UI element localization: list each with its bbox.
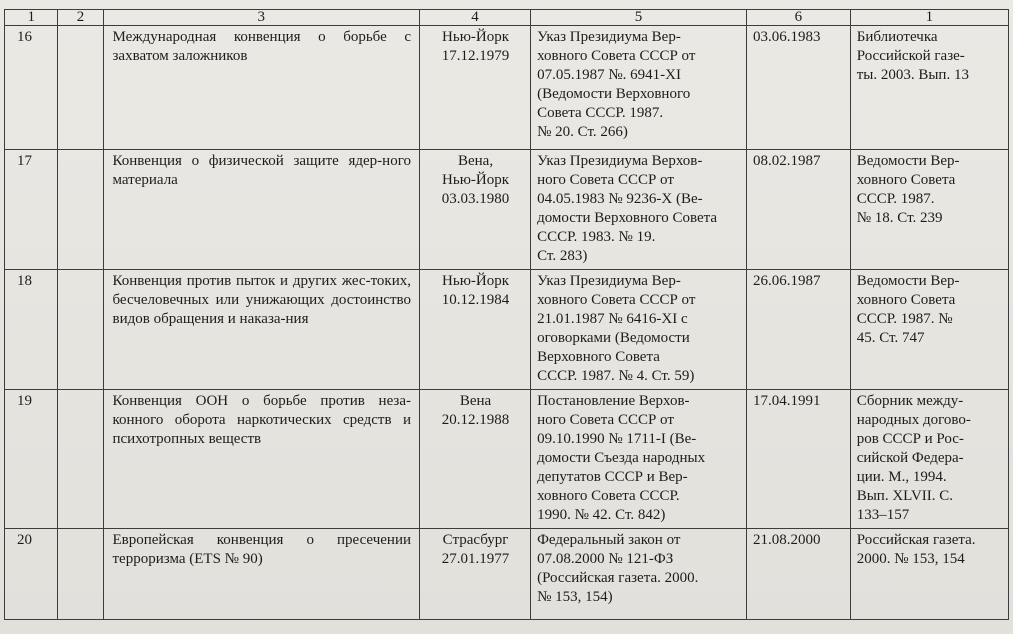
place-line: 03.03.1980: [441, 191, 510, 207]
source-line: сийской Федера-: [856, 450, 964, 466]
act-line: (Ведомости Верховного: [537, 86, 691, 102]
treaty-name: Международная конвенция о борьбе с захватом заложников: [103, 26, 420, 150]
act-line: 07.05.1987 №. 6941-XI: [537, 67, 681, 83]
empty-cell: [58, 270, 103, 390]
source-line: ты. 2003. Вып. 13: [856, 67, 969, 83]
empty-cell: [58, 529, 103, 620]
empty-cell: [58, 150, 103, 270]
act-line: 04.05.1983 № 9236-X (Ве-: [537, 191, 703, 207]
act-line: ного Совета СССР от: [537, 412, 674, 428]
treaty-name: Конвенция о физической защите ядер-ного материала: [103, 150, 420, 270]
signing-place-date: [420, 270, 531, 390]
header-cell: 1: [5, 10, 58, 26]
act-line: депутатов СССР и Вер-: [537, 469, 688, 485]
act-line: ховного Совета СССР от: [537, 48, 696, 64]
row-number: 17: [5, 150, 58, 270]
publication-source: [850, 390, 1008, 529]
act-line: ховного Совета СССР.: [537, 488, 680, 504]
place-line: Нью-Йорк: [442, 273, 510, 289]
act-line: Ст. 283): [537, 248, 588, 264]
act-line: Указ Президиума Вер-: [537, 29, 681, 45]
act-line: Указ Президиума Вер-: [537, 273, 681, 289]
entry-date: 03.06.1983: [746, 26, 850, 150]
table-row: [5, 390, 1009, 529]
source-line: № 18. Ст. 239: [856, 210, 943, 226]
publication-source: [850, 26, 1008, 150]
publication-source: [850, 270, 1008, 390]
entry-date: 26.06.1987: [746, 270, 850, 390]
row-number: 18: [5, 270, 58, 390]
act-line: Совета СССР. 1987.: [537, 105, 664, 121]
entry-date: 08.02.1987: [746, 150, 850, 270]
act-line: (Российская газета. 2000.: [537, 570, 699, 586]
treaty-name: Конвенция против пыток и других жес-токих, бесчеловечных или унижающих достоинство видов обращения и наказа-ния: [103, 270, 420, 390]
ratification-act: [531, 26, 747, 150]
treaty-name: Конвенция ООН о борьбе против неза-конного оборота наркотических средств и психотропных веществ: [103, 390, 420, 529]
act-line: № 153, 154): [537, 589, 613, 605]
header-cell: 1: [850, 10, 1008, 26]
act-line: 21.01.1987 № 6416-XI с: [537, 311, 688, 327]
ratification-act: [531, 150, 747, 270]
source-line: Библиотечка: [856, 29, 938, 45]
source-line: 133–157: [856, 507, 910, 523]
act-line: Постановление Верхов-: [537, 393, 690, 409]
table-row: [5, 26, 1009, 150]
place-line: Нью-Йорк: [442, 172, 510, 188]
source-line: СССР. 1987.: [856, 191, 935, 207]
header-cell: 2: [58, 10, 103, 26]
place-line: 20.12.1988: [441, 412, 510, 428]
source-line: Ведомости Вер-: [856, 153, 960, 169]
source-line: Вып. XLVII. С.: [856, 488, 954, 504]
ratification-act: [531, 529, 747, 620]
treaties-table: [4, 9, 1009, 620]
signing-place-date: [420, 150, 531, 270]
entry-date: 17.04.1991: [746, 390, 850, 529]
signing-place-date: [420, 390, 531, 529]
row-number: 16: [5, 26, 58, 150]
header-cell: 4: [420, 10, 531, 26]
act-line: 09.10.1990 № 1711-I (Ве-: [537, 431, 697, 447]
act-line: домости Съезда народных: [537, 450, 706, 466]
entry-date: 21.08.2000: [746, 529, 850, 620]
act-line: домости Верховного Совета: [537, 210, 718, 226]
source-line: народных догово-: [856, 412, 971, 428]
header-row: [5, 10, 1009, 26]
act-line: ного Совета СССР от: [537, 172, 674, 188]
place-line: Вена: [459, 393, 492, 409]
act-line: Указ Президиума Верхов-: [537, 153, 703, 169]
source-line: 45. Ст. 747: [856, 330, 925, 346]
act-line: ховного Совета СССР от: [537, 292, 696, 308]
act-line: 1990. № 42. Ст. 842): [537, 507, 666, 523]
source-line: 2000. № 153, 154: [856, 551, 965, 567]
signing-place-date: [420, 26, 531, 150]
source-line: ров СССР и Рос-: [856, 431, 964, 447]
table-row: [5, 150, 1009, 270]
publication-source: [850, 150, 1008, 270]
place-line: 17.12.1979: [441, 48, 510, 64]
place-line: Вена,: [457, 153, 494, 169]
ratification-act: [531, 270, 747, 390]
row-number: 19: [5, 390, 58, 529]
table-row: [5, 270, 1009, 390]
act-line: Верховного Совета: [537, 349, 660, 365]
treaty-name: Европейская конвенция о пресечении терроризма (ETS № 90): [103, 529, 420, 620]
act-line: 07.08.2000 № 121-ФЗ: [537, 551, 674, 567]
place-line: 10.12.1984: [441, 292, 510, 308]
act-line: оговорками (Ведомости: [537, 330, 690, 346]
place-line: Страсбург: [442, 532, 509, 548]
act-line: Федеральный закон от: [537, 532, 681, 548]
act-line: СССР. 1987. № 4. Ст. 59): [537, 368, 695, 384]
ratification-act: [531, 390, 747, 529]
source-line: СССР. 1987. №: [856, 311, 953, 327]
source-line: ции. М., 1994.: [856, 469, 947, 485]
header-cell: 6: [746, 10, 850, 26]
act-line: № 20. Ст. 266): [537, 124, 628, 140]
source-line: Ведомости Вер-: [856, 273, 960, 289]
signing-place-date: [420, 529, 531, 620]
publication-source: [850, 529, 1008, 620]
empty-cell: [58, 26, 103, 150]
source-line: ховного Совета: [856, 172, 956, 188]
source-line: Российской газе-: [856, 48, 965, 64]
header-cell: 5: [531, 10, 747, 26]
table-row: [5, 529, 1009, 620]
act-line: СССР. 1983. № 19.: [537, 229, 656, 245]
source-line: Сборник между-: [856, 393, 964, 409]
empty-cell: [58, 390, 103, 529]
place-line: 27.01.1977: [441, 551, 510, 567]
place-line: Нью-Йорк: [442, 29, 510, 45]
row-number: 20: [5, 529, 58, 620]
header-cell: 3: [103, 10, 420, 26]
source-line: ховного Совета: [856, 292, 956, 308]
source-line: Российская газета.: [856, 532, 976, 548]
